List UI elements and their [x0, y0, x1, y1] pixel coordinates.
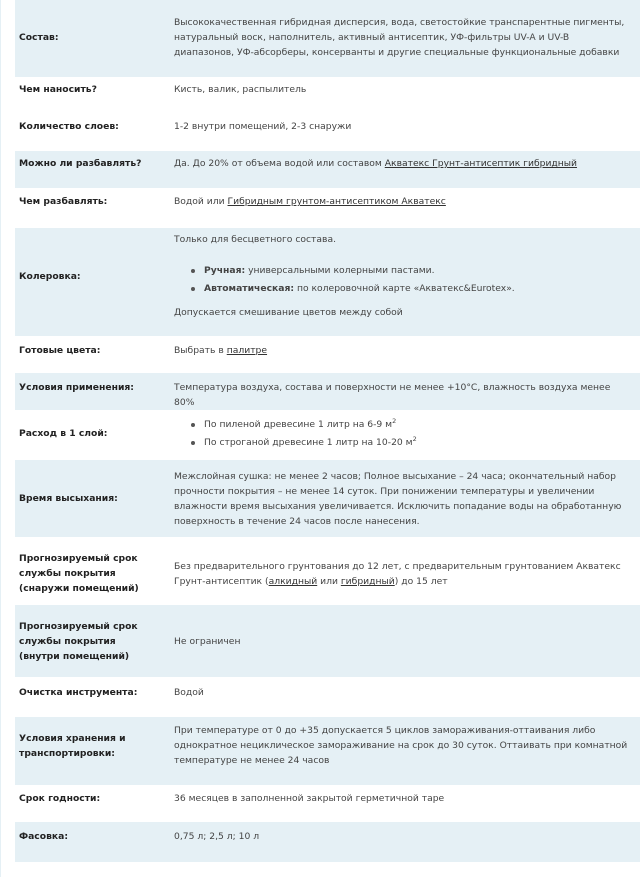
list-item	[174, 417, 629, 432]
palette-link[interactable]: палитре	[226, 345, 268, 356]
alkyd-primer-link[interactable]: алкидный	[268, 576, 318, 587]
spec-value	[174, 232, 629, 320]
spec-value: 0,75 л; 2,5 л; 10 л	[174, 831, 260, 842]
spec-value: Высококачественная гибридная дисперсия, вода, светостойкие транспарентные пигменты, натуральный воск, наполнитель, активный антисептик, УФ-фильтры UV-A и UV-B диапазонов, УФ-абсорберы, консерванты и другие специальные функциональные добавки	[174, 17, 625, 58]
spec-value-text: Водой или	[174, 196, 228, 207]
tinting-desc: по колеровочной карте «Акватекс&Eurotex».	[294, 283, 515, 294]
spec-label: Чем разбавлять:	[19, 196, 108, 207]
tinting-outro: Допускается смешивание цветов между собой	[174, 307, 403, 318]
spec-row-diluent	[15, 188, 640, 228]
tinting-list	[174, 263, 629, 296]
spec-label: Расход в 1 слой:	[19, 428, 108, 439]
hybrid-primer-link[interactable]: Гибридным грунтом-антисептиком Акватекс	[227, 196, 446, 207]
spec-label: Условия применения:	[19, 382, 134, 393]
spec-label: Время высыхания:	[19, 493, 118, 504]
spec-row-composition	[15, 0, 640, 77]
spec-row-packaging	[15, 822, 640, 862]
spec-value-text: или	[317, 576, 341, 587]
spec-row-dilution	[15, 151, 640, 188]
list-item	[174, 435, 629, 450]
spec-row-lifetime-outdoor	[15, 537, 640, 605]
spec-row-drying-time	[15, 460, 640, 537]
spec-value: При температуре от 0 до +35 допускается 5 циклов замораживания-оттаивания либо однократное нециклическое замораживание на срок до 30 суток. Оттаивать при комнатной температуре не менее 24 часов	[174, 725, 628, 766]
spec-value-text: ) до 15 лет	[394, 576, 448, 587]
tinting-intro: Только для бесцветного состава.	[174, 234, 336, 245]
spec-value: Кисть, валик, распылитель	[174, 84, 307, 95]
spec-label: Чем наносить?	[19, 84, 97, 95]
spec-label: Срок годности:	[19, 793, 101, 804]
consumption-list	[174, 417, 629, 450]
spec-value	[174, 417, 629, 450]
spec-row-conditions	[15, 373, 640, 410]
spec-label: Готовые цвета:	[19, 345, 101, 356]
spec-row-application-tool	[15, 77, 640, 114]
consumption-text: По строганой древесине 1 литр на 10-20 м	[204, 437, 413, 448]
spec-value-text: Выбрать в	[174, 345, 227, 356]
spec-value	[174, 156, 629, 171]
tinting-method: Ручная:	[204, 265, 246, 276]
spec-value	[174, 194, 629, 209]
spec-value: Межслойная сушка: не менее 2 часов; Полное высыхание – 24 часа; окончательный набор прочности покрытия – не менее 14 суток. При понижении температуры и увеличении влажности время высыхания увеличивается. Исключить попадание воды на обработанную поверхность в течение 24 часов после нанесения.	[174, 471, 622, 527]
spec-label: Колеровка:	[19, 271, 81, 282]
spec-value	[174, 343, 629, 358]
spec-label: Очистка инструмента:	[19, 687, 138, 698]
spec-label: Количество слоев:	[19, 121, 119, 132]
tinting-method: Автоматическая:	[204, 283, 295, 294]
spec-value-text: Без предварительного грунтования до 12 лет, с предварительным грунтованием Акватекс Грунт-антисептик (	[174, 561, 621, 587]
tinting-desc: универсальными колерными пастами.	[245, 265, 435, 276]
spec-row-consumption	[15, 410, 640, 460]
hybrid-primer-link[interactable]: гибридный	[340, 576, 395, 587]
spec-value: Температура воздуха, состава и поверхности не менее +10°С, влажность воздуха менее 80%	[174, 382, 611, 408]
spec-row-ready-colors	[15, 336, 640, 373]
spec-label: Условия хранения и транспортировки:	[19, 733, 126, 759]
spec-value: Не ограничен	[174, 636, 241, 647]
spec-label: Состав:	[19, 32, 59, 43]
spec-value-text: Да. До 20% от объема водой или составом	[174, 158, 385, 169]
primer-hybrid-link[interactable]: Акватекс Грунт-антисептик гибридный	[384, 158, 578, 169]
spec-label: Прогнозируемый срок службы покрытия (внутри помещений)	[19, 621, 138, 662]
spec-row-shelf-life	[15, 785, 640, 822]
unit-superscript: 2	[412, 435, 417, 443]
list-item	[174, 281, 629, 296]
spec-row-lifetime-indoor	[15, 605, 640, 677]
spec-row-layers	[15, 114, 640, 151]
spec-label: Прогнозируемый срок службы покрытия (снаружи помещений)	[19, 553, 139, 594]
spec-value: Водой	[174, 687, 204, 698]
spec-value: 36 месяцев в заполненной закрытой герметичной таре	[174, 793, 445, 804]
spec-row-storage	[15, 717, 640, 785]
spec-value: 1-2 внутри помещений, 2-3 снаружи	[174, 121, 352, 132]
unit-superscript: 2	[392, 417, 397, 425]
spec-value	[174, 559, 629, 589]
spec-row-tinting	[15, 228, 640, 336]
spec-label: Можно ли разбавлять?	[19, 158, 142, 169]
consumption-text: По пиленой древесине 1 литр на 6-9 м	[204, 419, 393, 430]
left-border	[0, 0, 1, 877]
list-item	[174, 263, 629, 278]
spec-row-tool-cleaning	[15, 677, 640, 717]
spec-label: Фасовка:	[19, 831, 68, 842]
